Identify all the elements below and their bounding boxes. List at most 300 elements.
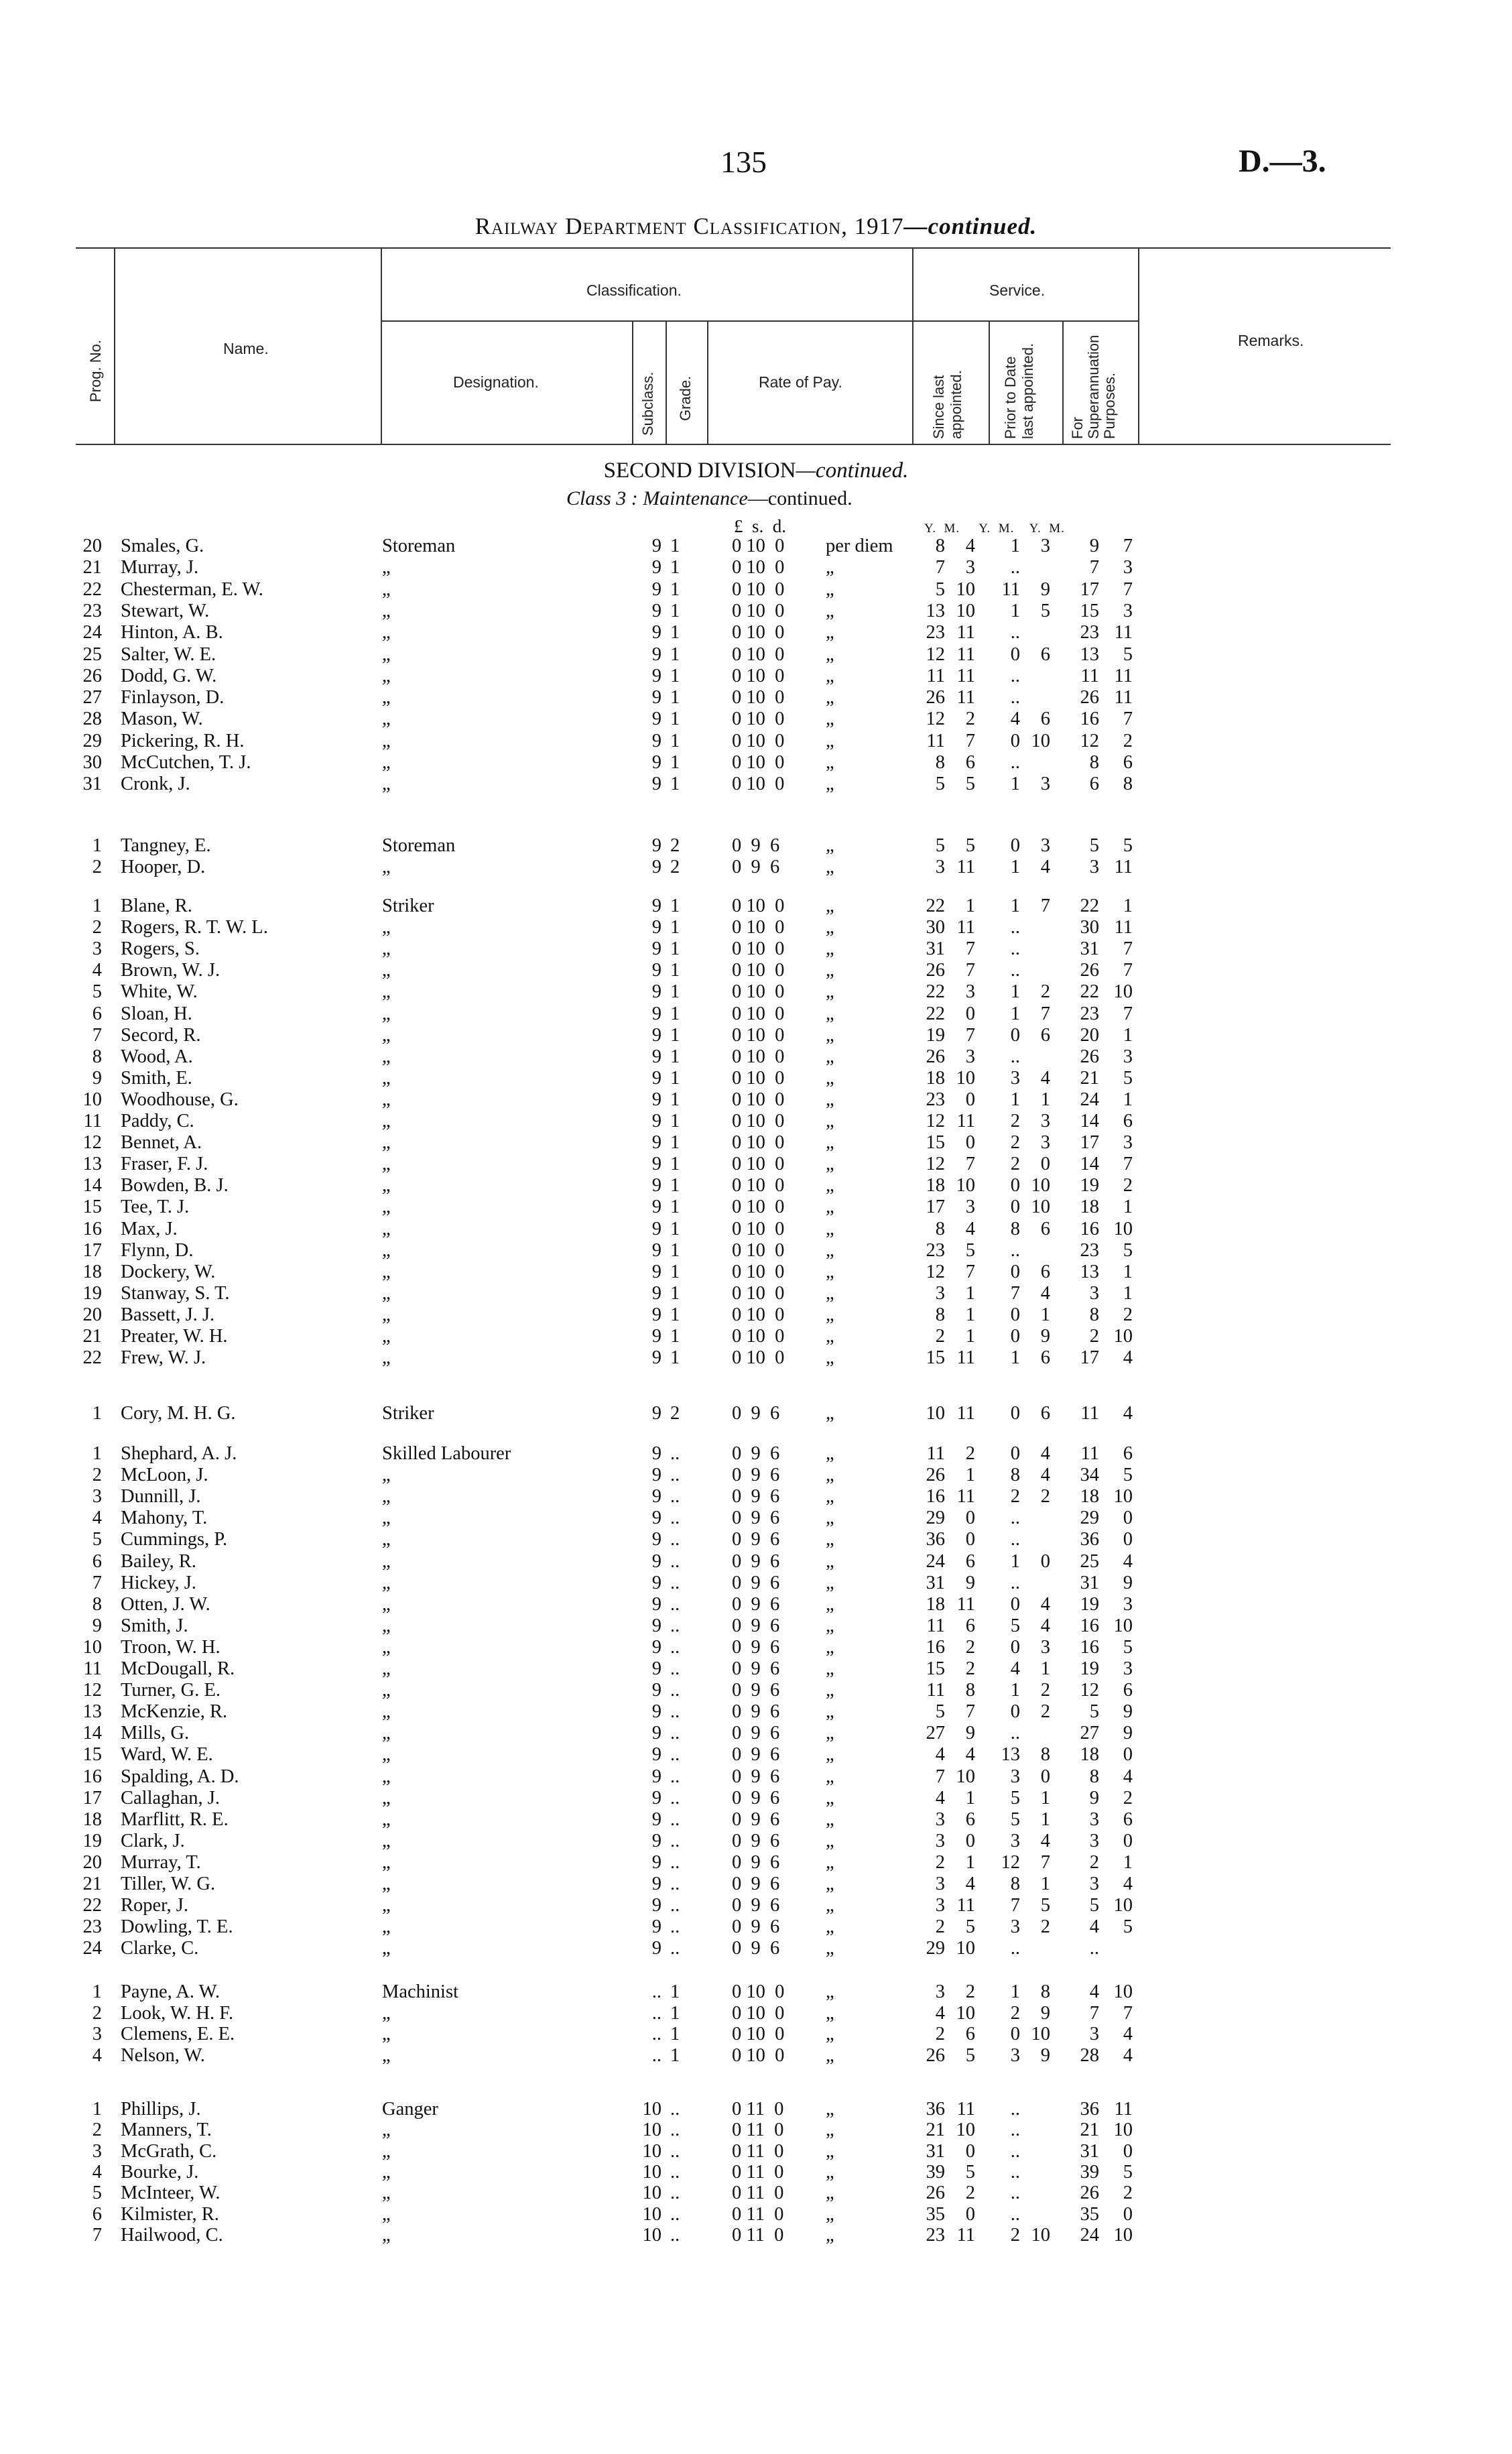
cell-grade: ..	[670, 1916, 680, 1938]
cell-prog-no: 2	[92, 857, 102, 877]
cell-prog-no: 22	[82, 1347, 102, 1369]
cell-prog-no: 1	[92, 835, 102, 856]
cell-since-months: 10	[956, 1175, 975, 1197]
cell-rate-unit: „	[826, 1347, 834, 1369]
service-header: Service.	[989, 282, 1046, 299]
cell-super-months: 10	[1113, 1326, 1133, 1347]
cell-super-months: 8	[1123, 774, 1133, 795]
cell-prior-months: 6	[1040, 1024, 1050, 1046]
cell-rate: 0 10 0	[732, 2002, 785, 2024]
cell-since-months: 11	[956, 622, 975, 643]
cell-grade: ..	[670, 1830, 680, 1851]
cell-since-months: 11	[956, 1403, 975, 1424]
cell-subclass: 9	[651, 1658, 662, 1679]
cell-prior-months: 4	[1040, 1830, 1050, 1851]
cell-prior-months: 9	[1040, 578, 1050, 600]
cell-super-months: 3	[1123, 1593, 1133, 1615]
cell-designation: Skilled Labourer	[382, 1443, 511, 1464]
cell-prior-months: 4	[1040, 1282, 1050, 1304]
header-divider	[666, 320, 667, 444]
cell-subclass: 9	[651, 1282, 662, 1304]
cell-rate: 0 10 0	[732, 1024, 785, 1046]
cell-prior-months: 9	[1040, 2002, 1050, 2024]
cell-subclass: 9	[651, 1830, 662, 1851]
cell-super-years: 18	[1080, 1744, 1099, 1766]
cell-prog-no: 6	[92, 1550, 102, 1572]
cell-designation: „	[382, 2161, 391, 2183]
cell-rate: 0 10 0	[732, 774, 785, 795]
cell-super-months: 3	[1123, 1046, 1133, 1067]
cell-since-years: 12	[926, 1261, 945, 1282]
cell-super-years: 29	[1080, 1508, 1099, 1529]
cell-rate: 0 9 6	[732, 1938, 780, 1959]
class-continued: —continued.	[747, 487, 853, 509]
cell-since-years: 3	[935, 1830, 945, 1851]
cell-super-months: 4	[1123, 1403, 1133, 1424]
cell-grade: ..	[670, 1851, 680, 1873]
cell-rate: 0 10 0	[732, 917, 785, 938]
cell-designation: „	[382, 1304, 391, 1325]
cell-since-years: 39	[926, 2161, 945, 2183]
cell-prog-no: 1	[92, 1403, 102, 1424]
cell-rate-unit: „	[826, 578, 834, 600]
cell-prior-months: 3	[1040, 774, 1050, 795]
cell-super-years: 2	[1089, 1326, 1099, 1347]
cell-prior-years: 0	[1010, 835, 1020, 856]
cell-super-years: 14	[1080, 1111, 1099, 1131]
cell-prog-no: 10	[82, 1089, 102, 1110]
cell-super-years: 8	[1089, 1304, 1099, 1325]
cell-since-months: 7	[965, 730, 975, 751]
cell-prior-years: 2	[1010, 1154, 1020, 1175]
cell-prior-months: 7	[1040, 1003, 1050, 1024]
header-divider	[1138, 247, 1139, 444]
cell-super-months: 2	[1123, 730, 1133, 751]
cell-since-years: 2	[935, 1326, 945, 1347]
cell-super-months: 10	[1113, 2224, 1133, 2246]
cell-since-months: 11	[956, 2099, 975, 2120]
table-row	[0, 1024, 1180, 1047]
cell-super-months: 7	[1123, 2002, 1133, 2024]
cell-super-years: 7	[1089, 557, 1099, 578]
cell-designation: „	[382, 1593, 391, 1615]
cell-rate-unit: „	[826, 1938, 834, 1959]
cell-super-years: 22	[1080, 981, 1099, 1003]
cell-rate: 0 10 0	[732, 687, 785, 709]
cell-rate: 0 9 6	[732, 1443, 780, 1464]
cell-subclass: 9	[651, 1808, 662, 1830]
cell-prior-years: 1	[1010, 1347, 1020, 1369]
table-row	[0, 1916, 1180, 1939]
cell-prior-years: ..	[1010, 1723, 1020, 1744]
table-row	[0, 916, 1180, 939]
cell-since-years: 3	[935, 1981, 945, 2002]
cell-subclass: 9	[651, 1089, 662, 1110]
cell-super-years: 23	[1080, 1003, 1099, 1024]
cell-super-months: 2	[1123, 1175, 1133, 1197]
cell-since-months: 6	[965, 1550, 975, 1572]
cell-rate-unit: „	[826, 1486, 834, 1508]
cell-super-months: 0	[1123, 1744, 1133, 1766]
cell-since-months: 2	[965, 2183, 975, 2204]
page-number: 135	[720, 145, 767, 179]
cell-prior-years: 1	[1010, 600, 1020, 621]
cell-prog-no: 1	[92, 896, 102, 916]
cell-subclass: 9	[651, 536, 662, 556]
table-row	[0, 1679, 1180, 1702]
cell-name: Clark, J.	[121, 1830, 185, 1851]
cell-prog-no: 31	[82, 774, 102, 795]
table-row	[0, 938, 1180, 961]
cell-subclass: 9	[651, 578, 662, 600]
cell-super-months: 0	[1123, 1508, 1133, 1529]
cell-subclass: 9	[651, 1304, 662, 1325]
cell-super-years: 2	[1089, 1851, 1099, 1873]
cell-rate-unit: „	[826, 600, 834, 621]
cell-super-months: 5	[1123, 1465, 1133, 1486]
cell-since-years: 15	[926, 1132, 945, 1154]
cell-subclass: 9	[651, 687, 662, 709]
cell-name: Manners, T.	[121, 2120, 212, 2141]
cell-designation: „	[382, 938, 391, 960]
cell-name: Bowden, B. J.	[121, 1175, 229, 1197]
cell-name: Blane, R.	[121, 896, 192, 916]
cell-super-years: 12	[1080, 730, 1099, 751]
cell-grade: ..	[670, 2183, 680, 2204]
cell-super-months: 9	[1123, 1572, 1133, 1593]
cell-rate-unit: „	[826, 2161, 834, 2183]
cell-since-months: 3	[965, 1197, 975, 1218]
cell-prior-years: ..	[1010, 752, 1020, 773]
cell-name: Marflitt, R. E.	[121, 1808, 229, 1830]
title-text: Railway Department Classification, 1917	[475, 213, 904, 239]
cell-designation: „	[382, 1067, 391, 1089]
cell-super-years: 9	[1089, 536, 1099, 556]
cell-rate: 0 10 0	[732, 557, 785, 578]
cell-name: Clarke, C.	[121, 1938, 199, 1959]
cell-name: Brown, W. J.	[121, 960, 220, 981]
cell-name: Otten, J. W.	[121, 1593, 210, 1615]
cell-name: Dunnill, J.	[121, 1486, 201, 1508]
cell-super-years: 30	[1080, 917, 1099, 938]
table-row	[0, 1485, 1180, 1508]
cell-rate-unit: „	[826, 1636, 834, 1658]
cell-grade: 1	[670, 1132, 680, 1154]
table-row	[0, 730, 1180, 753]
table-row	[0, 1550, 1180, 1573]
cell-prog-no: 16	[82, 1766, 102, 1787]
cell-since-years: 11	[926, 665, 945, 686]
cell-rate: 0 10 0	[732, 730, 785, 751]
cell-designation: „	[382, 1089, 391, 1110]
cell-super-months: 4	[1123, 1550, 1133, 1572]
cell-since-months: 6	[965, 752, 975, 773]
cell-super-years: 19	[1080, 1658, 1099, 1679]
cell-grade: 1	[670, 600, 680, 621]
cell-prog-no: 21	[82, 1326, 102, 1347]
cell-subclass: 10	[642, 2140, 662, 2162]
cell-since-years: 3	[935, 1895, 945, 1916]
cell-name: Tee, T. J.	[121, 1197, 190, 1218]
cell-rate-unit: „	[826, 1003, 834, 1024]
cell-grade: ..	[670, 2140, 680, 2162]
cell-prog-no: 20	[82, 536, 102, 556]
cell-super-years: 3	[1089, 1830, 1099, 1851]
cell-since-years: 27	[926, 1723, 945, 1744]
cell-super-years: 3	[1089, 857, 1099, 877]
cell-super-years: 17	[1080, 578, 1099, 600]
cell-rate-unit: „	[826, 1304, 834, 1325]
cell-rate: 0 10 0	[732, 1089, 785, 1110]
cell-prior-months: 1	[1040, 1304, 1050, 1325]
cell-super-years: 36	[1080, 2099, 1099, 2120]
cell-prog-no: 30	[82, 752, 102, 773]
cell-prog-no: 7	[92, 1024, 102, 1046]
cell-designation: „	[382, 2002, 391, 2024]
cell-name: Mason, W.	[121, 709, 203, 730]
cell-since-years: 22	[926, 981, 945, 1003]
cell-name: Preater, W. H.	[121, 1326, 228, 1347]
cell-super-months: 11	[1114, 687, 1133, 709]
cell-prog-no: 12	[82, 1132, 102, 1154]
cell-designation: „	[382, 1282, 391, 1304]
cell-since-months: 3	[965, 557, 975, 578]
cell-since-months: 4	[965, 1874, 975, 1894]
cell-rate: 0 10 0	[732, 1261, 785, 1282]
cell-designation: „	[382, 1572, 391, 1593]
cell-subclass: 9	[651, 1572, 662, 1593]
cell-designation: „	[382, 1261, 391, 1282]
cell-prog-no: 22	[82, 578, 102, 600]
cell-grade: 1	[670, 1326, 680, 1347]
cell-super-months: 11	[1114, 2099, 1133, 2120]
cell-super-months: 4	[1123, 1874, 1133, 1894]
cell-prior-years: 0	[1010, 1261, 1020, 1282]
service-units: Y. M. Y. M. Y. M.	[924, 522, 1065, 536]
cell-since-years: 23	[926, 2224, 945, 2246]
cell-super-months: 11	[1114, 665, 1133, 686]
cell-grade: ..	[670, 1723, 680, 1744]
cell-prior-years: ..	[1010, 1529, 1020, 1550]
cell-designation: Ganger	[382, 2099, 438, 2120]
table-row	[0, 1658, 1180, 1680]
cell-prog-no: 7	[92, 1572, 102, 1593]
cell-rate-unit: „	[826, 917, 834, 938]
subclass-header: Subclass.	[639, 371, 656, 436]
cell-rate: 0 9 6	[732, 1766, 780, 1787]
table-row	[0, 1743, 1180, 1766]
cell-since-months: 0	[965, 1830, 975, 1851]
cell-prior-months: 0	[1040, 1550, 1050, 1572]
cell-prior-years: ..	[1010, 2161, 1020, 2183]
cell-super-years: 26	[1080, 2183, 1099, 2204]
cell-super-years: 35	[1080, 2203, 1099, 2225]
table-row	[0, 1701, 1180, 1723]
cell-designation: „	[382, 1615, 391, 1636]
cell-rate-unit: „	[826, 1132, 834, 1154]
cell-subclass: 9	[651, 1766, 662, 1787]
cell-since-months: 11	[956, 1347, 975, 1369]
cell-since-months: 0	[965, 1003, 975, 1024]
cell-since-years: 26	[926, 1046, 945, 1067]
cell-prog-no: 4	[92, 2044, 102, 2066]
cell-name: Wood, A.	[121, 1046, 193, 1067]
table-row	[0, 1722, 1180, 1745]
cell-rate-unit: „	[826, 643, 834, 665]
cell-subclass: 9	[651, 1197, 662, 1218]
cell-grade: 1	[670, 917, 680, 938]
cell-since-months: 4	[965, 1744, 975, 1766]
cell-designation: „	[382, 1046, 391, 1067]
table-row	[0, 1325, 1180, 1348]
table-row	[0, 1851, 1180, 1874]
cell-grade: ..	[670, 1744, 680, 1766]
cell-rate-unit: „	[826, 1403, 834, 1424]
cell-super-years: 31	[1080, 2140, 1099, 2162]
table-row	[0, 1873, 1180, 1896]
cell-prog-no: 24	[82, 1938, 102, 1959]
cell-prior-years: 4	[1010, 1658, 1020, 1679]
cell-rate: 0 10 0	[732, 896, 785, 916]
cell-designation: „	[382, 1132, 391, 1154]
cell-super-months: 9	[1123, 1701, 1133, 1723]
cell-rate: 0 10 0	[732, 1154, 785, 1175]
cell-subclass: 9	[651, 1744, 662, 1766]
cell-rate: 0 9 6	[732, 1680, 780, 1701]
cell-since-months: 5	[965, 2044, 975, 2066]
cell-rate: 0 9 6	[732, 1787, 780, 1808]
table-row	[0, 895, 1180, 918]
table-row	[0, 1402, 1180, 1425]
cell-since-months: 6	[965, 1615, 975, 1636]
cell-prog-no: 12	[82, 1680, 102, 1701]
class-name: Maintenance	[643, 487, 748, 509]
cell-name: Phillips, J.	[121, 2099, 201, 2120]
cell-since-months: 11	[956, 2224, 975, 2246]
cell-super-months: 10	[1113, 1486, 1133, 1508]
cell-prior-months: 5	[1040, 1895, 1050, 1916]
cell-subclass: 9	[651, 1787, 662, 1808]
cell-grade: 1	[670, 1046, 680, 1067]
cell-grade: ..	[670, 1658, 680, 1679]
cell-since-years: 5	[935, 1701, 945, 1723]
cell-subclass: 9	[651, 1916, 662, 1938]
cell-designation: „	[382, 857, 391, 877]
cell-grade: ..	[670, 1701, 680, 1723]
table-row	[0, 708, 1180, 731]
cell-super-months: 4	[1123, 2024, 1133, 2044]
cell-super-years: 23	[1080, 1239, 1099, 1261]
cell-name: Spalding, A. D.	[121, 1766, 239, 1787]
cell-grade: 1	[670, 622, 680, 643]
section-title	[0, 458, 1512, 483]
cell-since-months: 7	[965, 938, 975, 960]
cell-super-months: 11	[1114, 857, 1133, 877]
cell-prior-years: 2	[1010, 1486, 1020, 1508]
cell-prior-years: 0	[1010, 1024, 1020, 1046]
cell-prior-months: 10	[1031, 1197, 1050, 1218]
cell-name: Bassett, J. J.	[121, 1304, 215, 1325]
cell-grade: 1	[670, 2002, 680, 2024]
grade-header: Grade.	[677, 375, 694, 421]
cell-designation: „	[382, 1175, 391, 1197]
cell-rate: 0 10 0	[732, 2024, 785, 2044]
cell-super-years: 18	[1080, 1486, 1099, 1508]
cell-super-years: 25	[1080, 1550, 1099, 1572]
cell-name: Frew, W. J.	[121, 1347, 206, 1369]
cell-super-years: ..	[1089, 1938, 1099, 1959]
cell-designation: „	[382, 1465, 391, 1486]
cell-rate-unit: „	[826, 2120, 834, 2141]
cell-prior-months: 1	[1040, 1874, 1050, 1894]
cell-prog-no: 4	[92, 960, 102, 981]
cell-rate-unit: „	[826, 1895, 834, 1916]
cell-since-months: 3	[965, 981, 975, 1003]
cell-since-months: 1	[965, 1282, 975, 1304]
cell-designation: „	[382, 1529, 391, 1550]
cell-since-months: 3	[965, 1046, 975, 1067]
cell-designation: „	[382, 1701, 391, 1723]
cell-rate: 0 9 6	[732, 1572, 780, 1593]
cell-since-years: 7	[935, 1766, 945, 1787]
cell-rate: 0 9 6	[732, 1874, 780, 1894]
cell-prog-no: 3	[92, 938, 102, 960]
cell-since-years: 22	[926, 1003, 945, 1024]
cell-designation: „	[382, 622, 391, 643]
cell-rate-unit: „	[826, 1701, 834, 1723]
cell-since-years: 17	[926, 1197, 945, 1218]
cell-prog-no: 9	[92, 1067, 102, 1089]
table-row	[0, 2161, 1180, 2184]
cell-super-months: 0	[1123, 1830, 1133, 1851]
cell-rate-unit: „	[826, 1261, 834, 1282]
cell-designation: „	[382, 1916, 391, 1938]
cell-grade: 2	[670, 1403, 680, 1424]
cell-name: Stanway, S. T.	[121, 1282, 230, 1304]
cell-designation: „	[382, 917, 391, 938]
cell-prog-no: 15	[82, 1744, 102, 1766]
cell-rate: 0 9 6	[732, 1723, 780, 1744]
cell-prior-years: ..	[1010, 2140, 1020, 2162]
cell-super-months: 9	[1123, 1723, 1133, 1744]
cell-prior-months: 6	[1040, 643, 1050, 665]
cell-prior-years: 2	[1010, 1111, 1020, 1131]
cell-designation: „	[382, 1239, 391, 1261]
cell-rate-unit: „	[826, 687, 834, 709]
cell-rate-unit: „	[826, 1089, 834, 1110]
cell-super-years: 16	[1080, 709, 1099, 730]
cell-prog-no: 21	[82, 1874, 102, 1894]
cell-rate-unit: „	[826, 2024, 834, 2044]
cell-prior-years: 5	[1010, 1787, 1020, 1808]
cell-name: White, W.	[121, 981, 198, 1003]
cell-prior-years: 0	[1010, 1443, 1020, 1464]
cell-subclass: 9	[651, 557, 662, 578]
cell-super-months: 1	[1123, 1024, 1133, 1046]
cell-name: McCutchen, T. J.	[121, 752, 251, 773]
cell-since-months: 9	[965, 1572, 975, 1593]
cell-designation: „	[382, 600, 391, 621]
cell-since-months: 11	[956, 665, 975, 686]
table-row	[0, 2098, 1180, 2121]
cell-rate-unit: „	[826, 1572, 834, 1593]
cell-prior-years: ..	[1010, 938, 1020, 960]
cell-super-months: 7	[1123, 1003, 1133, 1024]
table-row	[0, 2023, 1180, 2046]
cell-prog-no: 19	[82, 1830, 102, 1851]
cell-name: McDougall, R.	[121, 1658, 235, 1679]
cell-subclass: 9	[651, 1874, 662, 1894]
